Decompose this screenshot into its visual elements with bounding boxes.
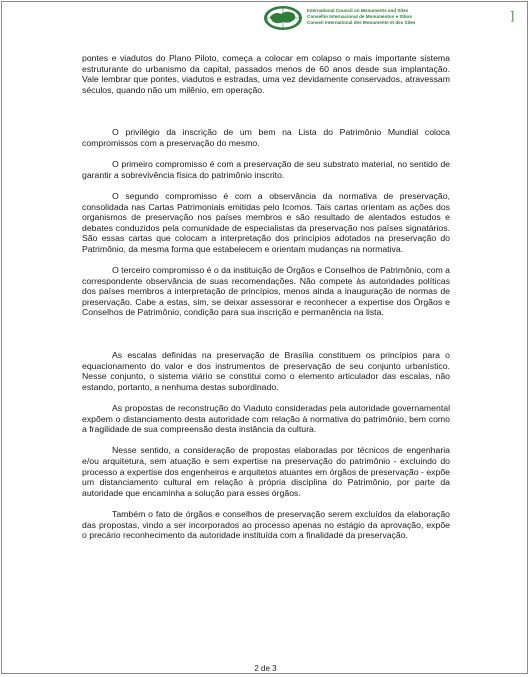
paragraph: Também o fato de órgãos e conselhos de preservação serem excluídos da elaboração das propostas, vindo a ser incorporados ao processo apenas no estágio da aprovação, expõe o precário reconhecimento da autoridade instituída com a finalidade da preservação. bbox=[82, 508, 450, 541]
org-name-pt: Conselho Internacional de Monumentos e Sítios bbox=[307, 14, 412, 19]
paragraph: O terceiro compromisso é o da instituição de Órgãos e Conselhos de Patrimônio, com a correspondente observância de suas recomendações. Não compete às autoridades políticas dos países membros a interpretação de princípios, menos ainda a inauguração de normas de preservação. Cabe a estas, sim, se deixar assessorar e reconhecer a expertise dos Órgãos e Conselhos de Patrimônio, condição para sua inscrição e permanência na lista. bbox=[82, 265, 451, 318]
page-number: 2 de 3 bbox=[254, 664, 277, 673]
paragraph: O privilégio da inscrição de um bem na Lista do Patrimônio Mundial coloca compromissos com a preservação do mesmo. bbox=[82, 127, 450, 148]
document-body bbox=[82, 53, 450, 541]
paragraph: O primeiro compromisso é com a preservação de seu substrato material, no sentido de garantir a sobrevivência física do patrimônio inscrito. bbox=[82, 159, 450, 180]
side-bracket-mark: ] bbox=[511, 10, 515, 22]
paragraph: As escalas definidas na preservação de Brasília constituem os princípios para o equacionamento do valor e dos instrumentos de preservação de seu conjunto urbanístico. Nesse conjunto, o sistema viário se constitui como o elemento articulador das escalas, não estando, portanto, a nenhuma destas subordinado. bbox=[82, 350, 450, 392]
paragraph: pontes e viadutos do Plano Piloto, começa a colocar em colapso o mais importante sistema estruturante do urbanismo da capital, passados menos de 60 anos desde sua implantação. Vale lembrar que pontes, viadutos e estradas, uma vez devidamente conservados, atravessam séculos, quando não um milênio, em operação. bbox=[82, 53, 450, 95]
org-name-block bbox=[307, 8, 416, 26]
icomos-globe-logo-icon bbox=[263, 5, 303, 31]
paragraph: Nesse sentido, a consideração de propostas elaboradas por técnicos de engenharia e/ou arquitetura, sem atuação e sem expertise na preservação do patrimônio - excluindo do processo a expertise dos engenheiros e arquitetos atuantes em órgãos de preservação - expõe um distanciamento cultural em relação à própria disciplina do Patrimônio, por parte da autoridade que encaminha a solução para esses órgãos. bbox=[82, 445, 450, 498]
letterhead bbox=[263, 5, 503, 31]
paragraph: O segundo compromisso é com a observância da normativa de preservação, consolidada nas Cartas Patrimoniais emitidas pelo Icomos. Tais cartas orientam as ações dos organismos de preservação nos países membros e são resultado de alentados estudos e debates conduzidos pela comunidade de especialistas da preservação nos países signatários. São essas cartas que colocam a interpretação dos princípios adotados na preservação do Patrimônio, da mesma forma que estabelecem e orientam mudanças na normativa. bbox=[82, 190, 450, 254]
paragraph: As propostas de reconstrução do Viaduto consideradas pela autoridade governamental expõem o distanciamento desta autoridade com relação à normativa do patrimônio, bem como a fragilidade de sua compreensão desta instância da cultura. bbox=[82, 403, 450, 435]
org-name-en: International Council on Monuments and Sites bbox=[307, 8, 409, 13]
org-name-fr: Conseil International des Monuments et des Sites bbox=[307, 20, 416, 25]
